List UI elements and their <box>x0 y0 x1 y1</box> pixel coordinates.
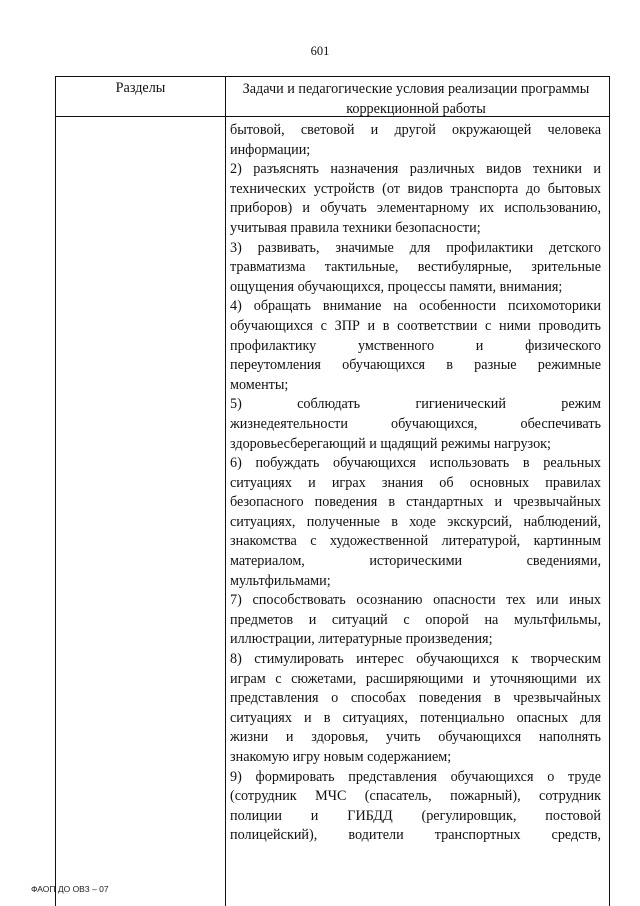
page-number: 601 <box>310 44 330 58</box>
text-line: 7) способствовать осознанию опасности тех или иных <box>230 592 601 609</box>
text-line: профилактику умственного и физического <box>230 337 601 354</box>
text-line: 8) стимулировать интерес обучающихся к творческим <box>230 651 601 668</box>
text-line: мультфильмами; <box>230 572 331 589</box>
text-line: 5) соблюдать гигиенический режим <box>230 396 601 413</box>
text-line: ситуациях и играх знания об основных правилах <box>230 474 601 491</box>
text-line: 2) разъяснять назначения различных видов техники и <box>230 161 601 178</box>
text-line: 3) развивать, значимые для профилактики детского <box>230 239 601 256</box>
text-line: полиции и ГИБДД (регулировщик, постовой <box>230 807 601 824</box>
column-divider <box>225 76 226 906</box>
text-line: полицейский), водители транспортных средств, <box>230 827 601 844</box>
text-line: жизни и здоровья, учить обучающихся наполнять <box>230 729 601 746</box>
text-line: представления о способах поведения в чрезвычайных <box>230 690 601 707</box>
header-tasks <box>231 79 601 119</box>
text-line: моменты; <box>230 376 289 393</box>
text-line: (сотрудник МЧС (спасатель, пожарный), сотрудник <box>230 788 601 805</box>
text-line: учитывая правила техники безопасности; <box>230 219 481 236</box>
header-tasks-line2: коррекционной работы <box>346 101 486 117</box>
tasks-text <box>230 121 601 846</box>
program-table <box>55 76 610 906</box>
text-line: 4) обращать внимание на особенности психомоторики <box>230 298 601 315</box>
footer-code: ФАОП ДО ОВЗ – 07 <box>31 884 109 894</box>
text-line: знакомую игру новым содержанием; <box>230 749 452 765</box>
text-line: предметов и ситуаций с опорой на мультфильмы, <box>230 611 601 628</box>
text-line: обучающихся с ЗПР и в соответствии с ними проводить <box>230 317 601 334</box>
text-line: ситуациях, полученные в ходе экскурсий, наблюдений, <box>230 513 601 530</box>
header-sections: Разделы <box>115 80 166 96</box>
text-line: ощущения обучающихся, процессы памяти, внимания; <box>230 278 563 295</box>
text-line: знакомства с художественной литературой, картинным <box>230 533 601 550</box>
header-tasks-line1: Задачи и педагогические условия реализации программы <box>242 81 590 97</box>
text-line: ситуациях и в ситуациях, потенциально опасных для <box>230 709 601 726</box>
text-line: травматизма тактильные, вестибулярные, зрительные <box>230 259 601 276</box>
text-line: технических устройств (от видов транспорта до бытовых <box>230 180 601 197</box>
text-line: иллюстрации, литературные произведения; <box>230 631 493 648</box>
table-top-border <box>56 76 609 77</box>
text-line: информации; <box>230 141 311 158</box>
text-line: приборов) и обучать элементарному их использованию, <box>230 200 601 217</box>
text-line: бытовой, световой и другой окружающей человека <box>230 122 601 138</box>
text-line: жизнедеятельности обучающихся, обеспечивать <box>230 415 601 432</box>
text-line: здоровьесберегающий и щадящий режимы нагрузок; <box>230 435 551 452</box>
text-line: 9) формировать представления обучающихся о труде <box>230 768 601 785</box>
text-line: материалом, историческими сведениями, <box>230 553 601 570</box>
text-line: играм с сюжетами, расширяющими и уточняющими их <box>230 670 601 687</box>
text-line: безопасного поведения в стандартных и чрезвычайных <box>230 494 601 511</box>
text-line: переутомления обучающихся в разные режимные <box>230 357 601 374</box>
text-line: 6) побуждать обучающихся использовать в реальных <box>230 455 601 472</box>
